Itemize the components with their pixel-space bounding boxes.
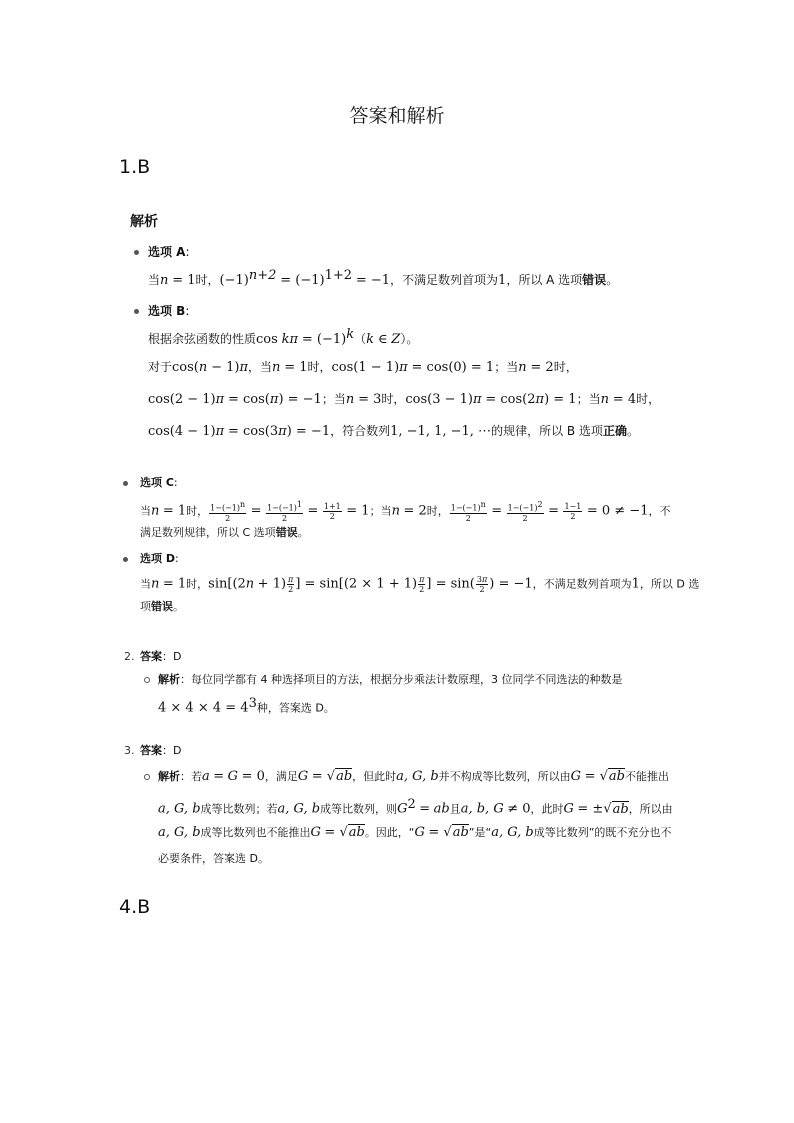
- option-d-text-2: 项错误。: [140, 600, 184, 613]
- option-b-text-2: 对于cos(n − 1)π，当n = 1时，cos(1 − 1)π = cos(0) = 1；当n = 2时，: [148, 360, 578, 375]
- question-2-analysis-1: 解析：每位同学都有 4 种选择项目的方法，根据分步乘法计数原理，3 位同学不同选法的种数是: [158, 673, 623, 686]
- question-3-analysis-2: a, G, b成等比数列；若a, G, b成等比数列，则$G^2$ = ab且a, b, G ≠ 0，此时G = ±√ab，所以由: [158, 797, 673, 817]
- option-b-text-3: cos(2 − 1)π = cos(π) = −1；当n = 3时，cos(3 − 1)π = cos(2π) = 1；当n = 4时，: [148, 392, 661, 407]
- hollow-bullet-icon: [144, 677, 150, 683]
- option-d-text-1: 当n = 1时，sin[(2n + 1) $\frac{\pi}{2}$ ] = sin[(2 × 1 + 1) $\frac{\pi}{2}$ ] = sin( $\frac{3\pi}{2}$ ) = −1，不满足数列首项为1，所以 D 选: [140, 575, 700, 594]
- question-1-heading: 1.B: [119, 156, 151, 178]
- page-title: 答案和解析: [349, 105, 445, 127]
- question-3-analysis-1: 解析：若a = G = 0，满足G = √ab，但此时a, G, b并不构成等比数列，所以由G = √ab不能推出: [158, 769, 669, 784]
- option-d-label: 选项 D:: [140, 552, 179, 565]
- option-a-label: 选项 A:: [148, 245, 190, 259]
- question-2-answer: 答案：D: [140, 650, 182, 663]
- bullet-icon: [134, 309, 139, 314]
- option-b-text-1: 根据余弦函数的性质$\cos k\pi = (-1)^k(k$ ∈ Z）。: [148, 327, 419, 347]
- option-c-text-1: 当n = 1时， $\frac{1-(-1)^n}{2}$ = $\frac{1-(-1)^1}{2}$ = $\frac{1+1}{2}$ = 1；当n = 2时， $\frac{1-(-1)^n}{2}$ = $\frac{1-(-1)^2}{2}$ = $\frac{1-1}{2}$ = 0 ≠ −1，不: [140, 500, 671, 523]
- question-3-analysis-3: a, G, b成等比数列也不能推出G = √ab。因此，“G = √ab”是“a, G, b成等比数列”的既不充分也不: [158, 825, 672, 840]
- question-3-number: 3.: [124, 744, 135, 757]
- question-2-analysis-2: $4 \times 4 \times 4 = 4^3$种，答案选 D。: [158, 696, 335, 716]
- analysis-heading: 解析: [130, 214, 158, 230]
- bullet-icon: [123, 481, 128, 486]
- option-b-text-4: cos(4 − 1)π = cos(3π) = −1，符合数列1, −1, 1, −1, ⋯的规律，所以 B 选项正确。: [148, 424, 639, 439]
- question-2-number: 2.: [124, 650, 135, 663]
- option-b-label: 选项 B:: [148, 304, 190, 318]
- question-4-heading: 4.B: [119, 896, 151, 918]
- option-a-text: 当n = 1时，$(-1)^{n+2} = (-1)^{1+2} = -1$，不满足数列首项为1，所以 A 选项错误。: [148, 268, 619, 288]
- bullet-icon: [123, 557, 128, 562]
- option-c-label: 选项 C:: [140, 476, 178, 489]
- bullet-icon: [134, 250, 139, 255]
- question-3-analysis-4: 必要条件，答案选 D。: [158, 852, 269, 865]
- question-3-answer: 答案：D: [140, 744, 182, 757]
- option-c-text-2: 满足数列规律，所以 C 选项错误。: [140, 526, 309, 539]
- hollow-bullet-icon: [144, 774, 150, 780]
